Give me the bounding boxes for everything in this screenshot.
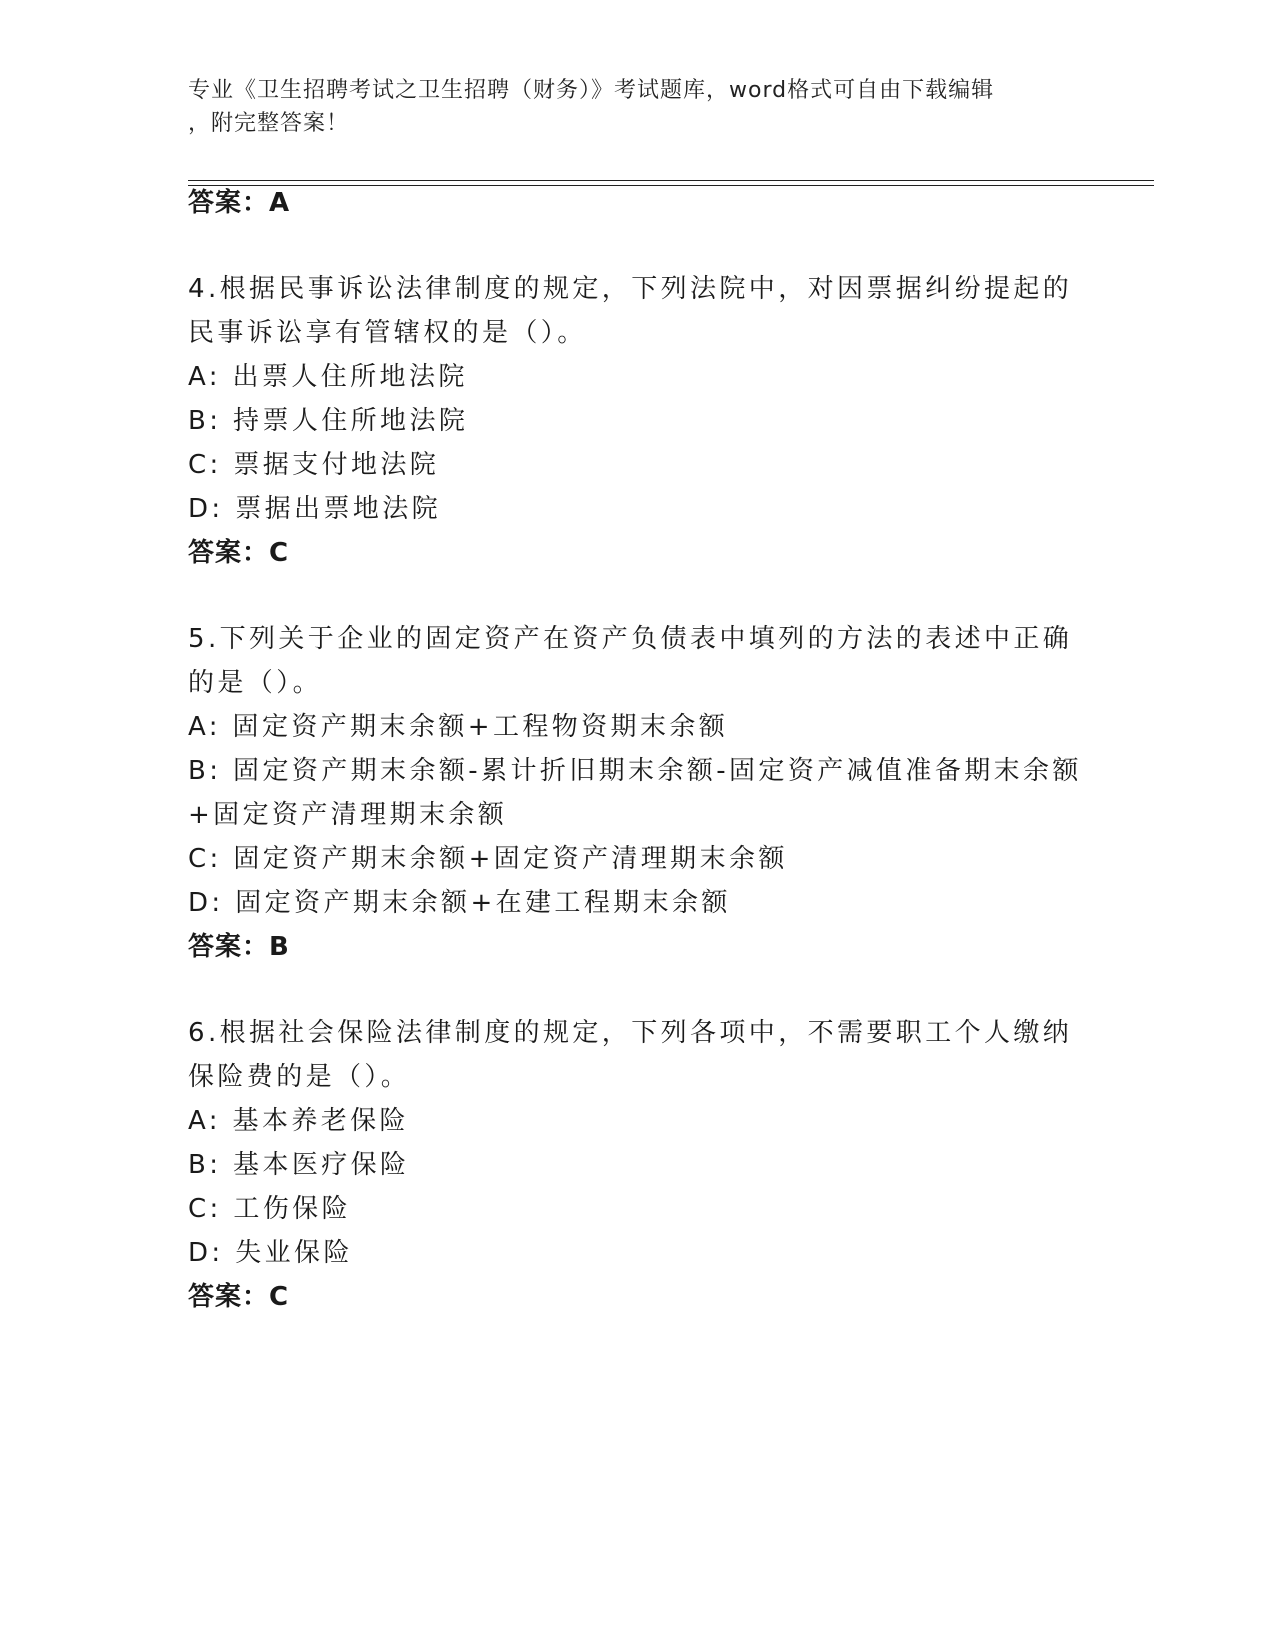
question-5-option-c: C: 固定资产期末余额+固定资产清理期末余额 xyxy=(188,844,788,874)
question-4-stem-line-2: 民事诉讼享有管辖权的是（）。 xyxy=(188,318,587,348)
header-rule-top xyxy=(188,180,1154,181)
header-line-2: ，附完整答案！ xyxy=(188,111,350,136)
question-5-option-d: D: 固定资产期末余额+在建工程期末余额 xyxy=(188,888,731,918)
question-4-option-a: A: 出票人住所地法院 xyxy=(188,362,468,392)
header-line-1: 专业《卫生招聘考试之卫生招聘（财务）》考试题库，word格式可自由下载编辑 xyxy=(188,78,995,103)
question-4-stem-line-1: 4.根据民事诉讼法律制度的规定，下列法院中，对因票据纠纷提起的 xyxy=(188,274,1073,304)
question-5-option-a: A: 固定资产期末余额+工程物资期末余额 xyxy=(188,712,729,742)
page-header xyxy=(188,74,1068,140)
question-5-option-b-continued: +固定资产清理期末余额 xyxy=(188,800,508,830)
question-6-option-d: D: 失业保险 xyxy=(188,1238,353,1268)
question-4-answer: 答案：C xyxy=(188,538,290,568)
question-6-option-c: C: 工伤保险 xyxy=(188,1194,351,1224)
question-4-option-c: C: 票据支付地法院 xyxy=(188,450,440,480)
question-6-option-b: B: 基本医疗保险 xyxy=(188,1150,410,1180)
question-5-option-b: B: 固定资产期末余额-累计折旧期末余额-固定资产减值准备期末余额 xyxy=(188,756,1082,786)
question-5-stem-line-1: 5.下列关于企业的固定资产在资产负债表中填列的方法的表述中正确 xyxy=(188,624,1073,654)
question-6-answer: 答案：C xyxy=(188,1282,290,1312)
header-rule-bottom xyxy=(188,185,1154,186)
question-6-stem-line-1: 6.根据社会保险法律制度的规定，下列各项中，不需要职工个人缴纳 xyxy=(188,1018,1073,1048)
question-6-stem-line-2: 保险费的是（）。 xyxy=(188,1062,411,1092)
question-5-stem-line-2: 的是（）。 xyxy=(188,668,323,698)
question-6-option-a: A: 基本养老保险 xyxy=(188,1106,409,1136)
question-4-option-d: D: 票据出票地法院 xyxy=(188,494,442,524)
question-4-option-b: B: 持票人住所地法院 xyxy=(188,406,469,436)
question-5-answer: 答案：B xyxy=(188,932,290,962)
previous-answer: 答案：A xyxy=(188,188,291,218)
